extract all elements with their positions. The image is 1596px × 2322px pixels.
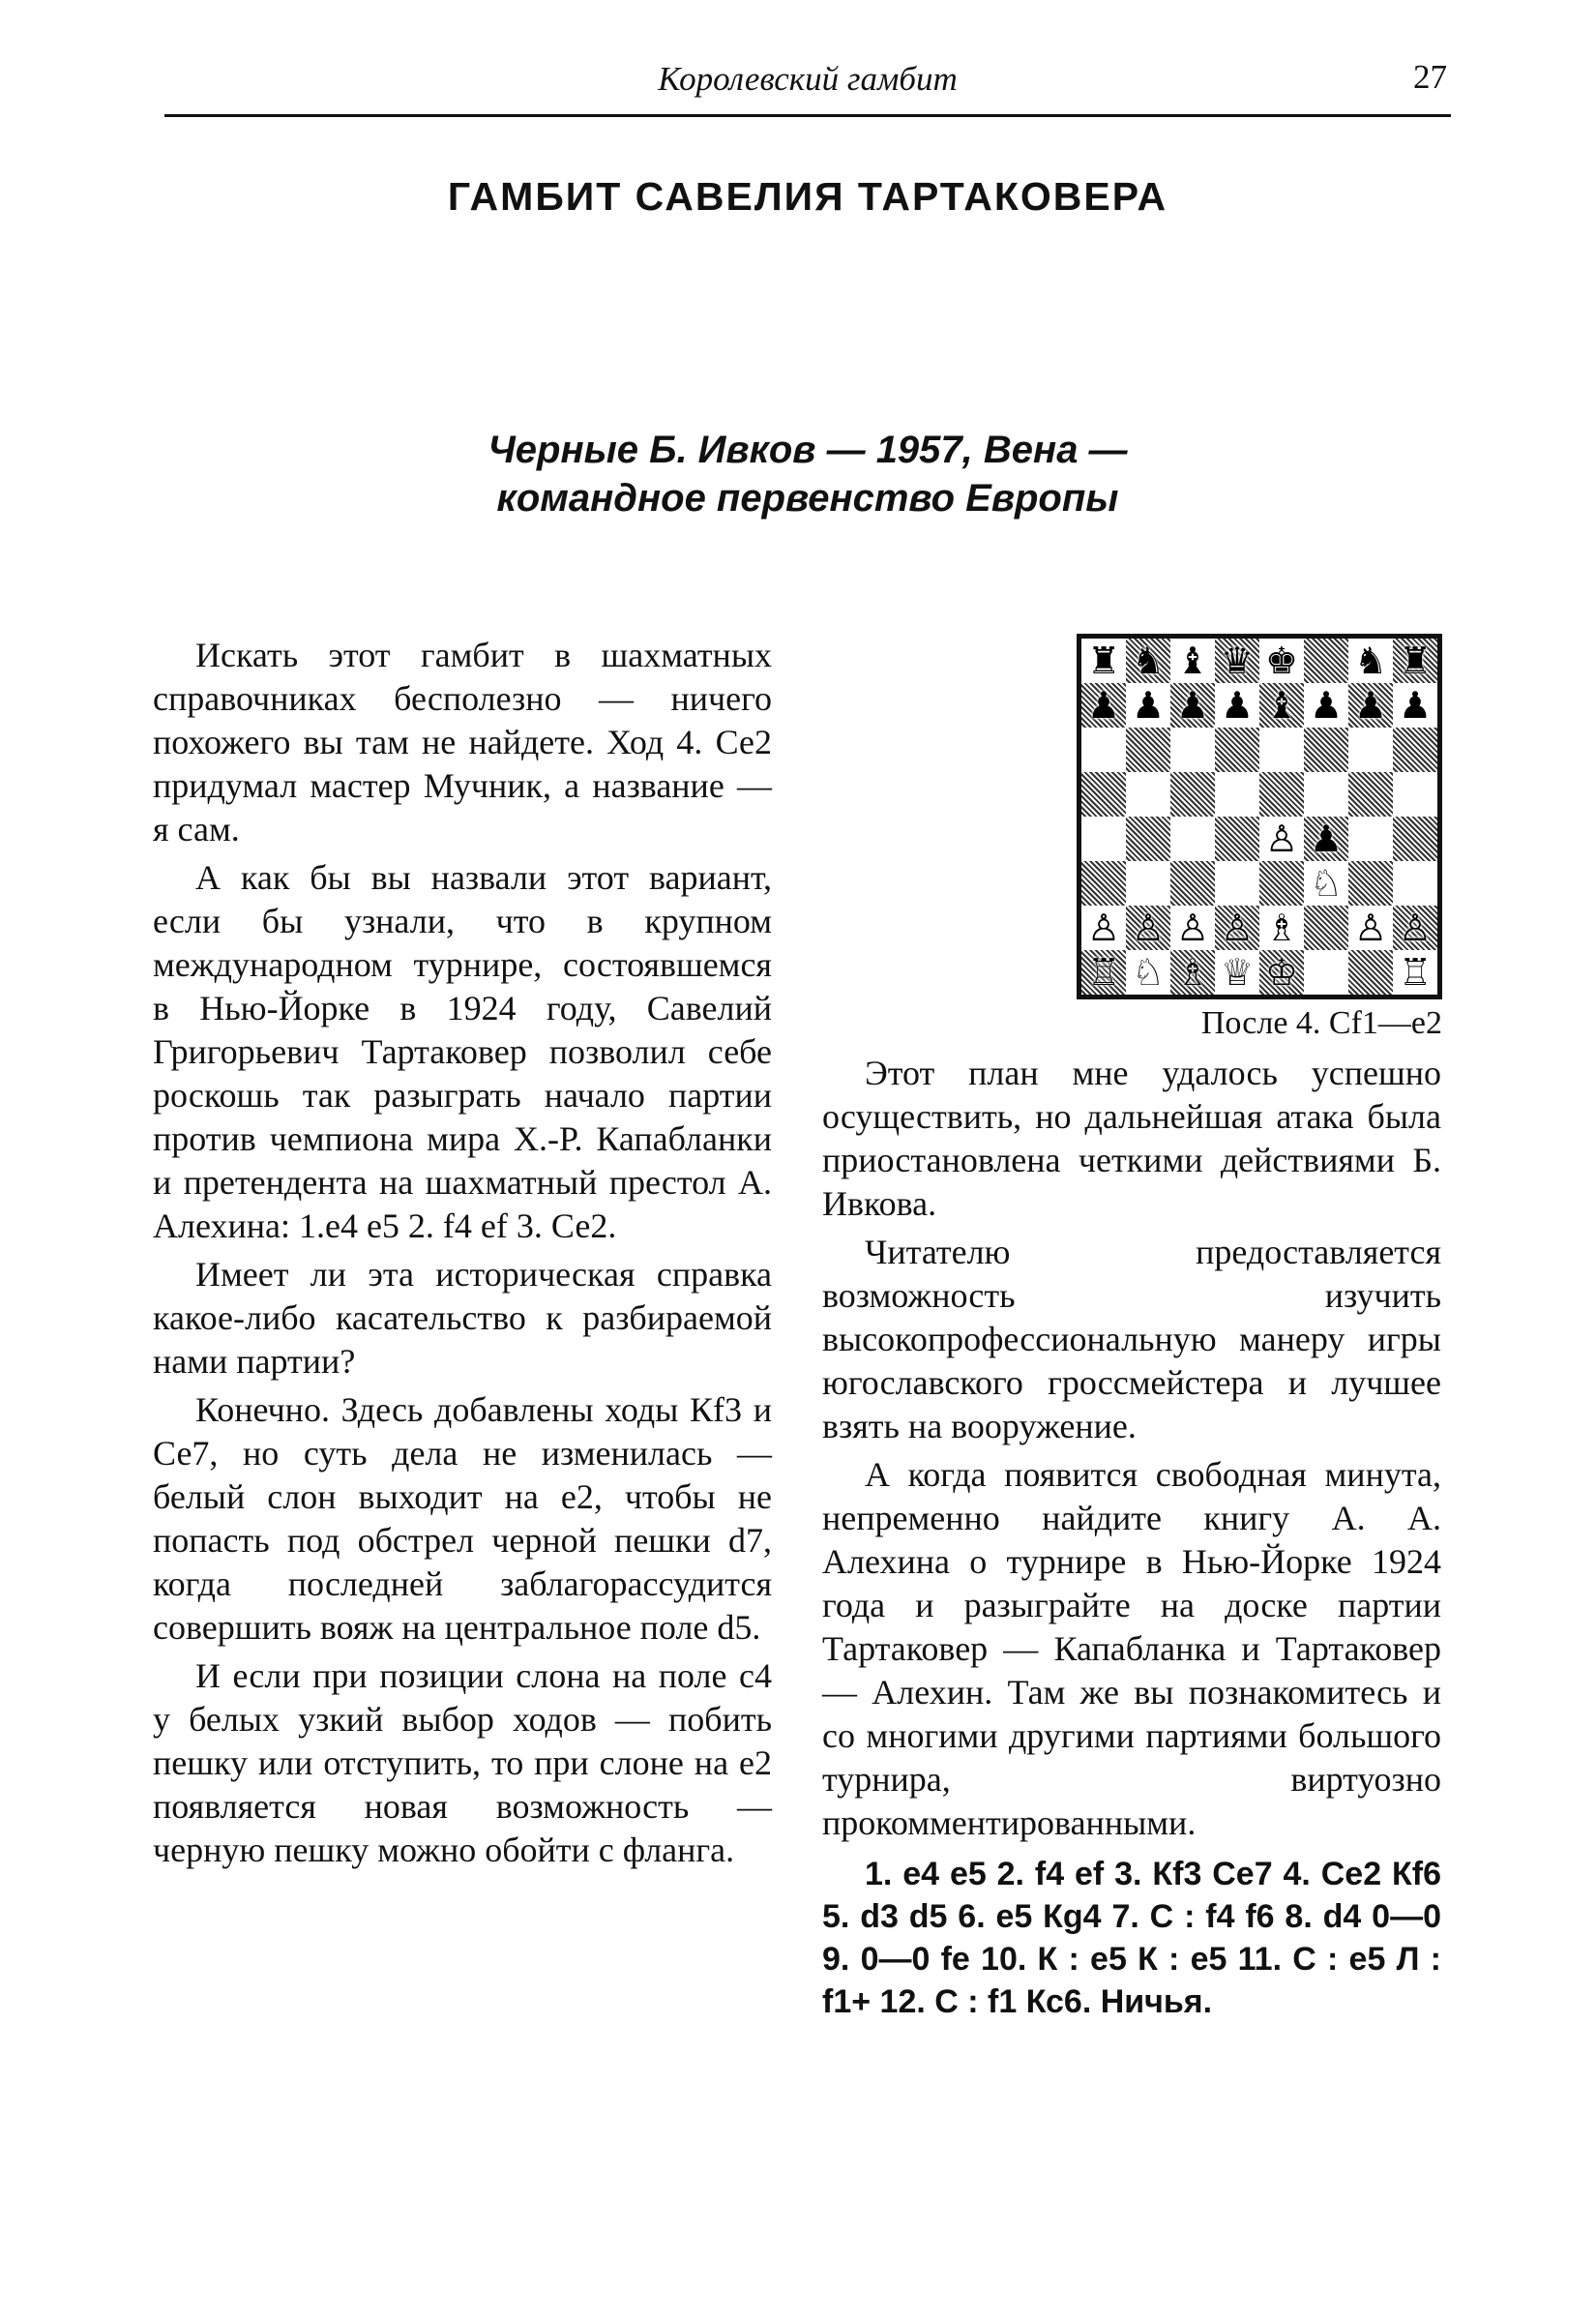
board-square — [1259, 817, 1304, 861]
board-square — [1348, 772, 1393, 817]
board-square — [1081, 772, 1126, 817]
board-square — [1348, 817, 1393, 861]
board-square — [1126, 817, 1170, 861]
chess-piece-icon: ♞ — [1131, 640, 1166, 682]
board-square — [1393, 861, 1437, 906]
board-square — [1393, 639, 1437, 683]
chess-piece-icon: ♟ — [1175, 684, 1210, 727]
board-square — [1170, 950, 1215, 995]
board-square — [1393, 950, 1437, 995]
board-square — [1081, 817, 1126, 861]
board-square — [1170, 728, 1215, 772]
board-square — [1170, 639, 1215, 683]
chess-piece-icon: ♙ — [1086, 907, 1121, 949]
chess-piece-icon: ♟ — [1309, 818, 1344, 860]
chess-piece-icon: ♟ — [1353, 684, 1388, 727]
chess-piece-icon: ♟ — [1131, 684, 1166, 727]
board-square — [1215, 772, 1259, 817]
board-square — [1348, 906, 1393, 950]
chess-piece-icon: ♜ — [1086, 640, 1121, 682]
left-column — [153, 634, 772, 1877]
board-square — [1348, 639, 1393, 683]
board-square — [1348, 728, 1393, 772]
chess-piece-icon: ♗ — [1264, 907, 1299, 949]
chess-board — [1077, 634, 1442, 999]
right-column — [822, 634, 1441, 2023]
chess-piece-icon: ♗ — [1175, 951, 1210, 994]
board-square — [1304, 639, 1348, 683]
board-square — [1126, 728, 1170, 772]
game-header — [164, 426, 1451, 522]
page-header — [164, 56, 1451, 117]
chess-piece-icon: ♝ — [1264, 684, 1299, 727]
board-square — [1304, 861, 1348, 906]
board-square — [1170, 683, 1215, 728]
paragraph: Этот план мне удалось успешно осуществить, но дальнейшая атака была приостановлена четкими действиями Б. Ивкова. — [822, 1054, 1441, 1223]
chapter-title: ГАМБИТ САВЕЛИЯ ТАРТАКОВЕРА — [447, 174, 1168, 219]
chess-piece-icon: ♖ — [1086, 951, 1121, 994]
board-square — [1126, 683, 1170, 728]
paragraph: Искать этот гамбит в шахматных справочниках бесполезно — ничего похожего вы там не найдете. Ход 4. Се2 придумал мастер Мучник, а название — я сам. — [153, 636, 772, 848]
game-header-line-2: командное первенство Европы — [496, 477, 1119, 520]
chess-piece-icon: ♞ — [1353, 640, 1388, 682]
board-square — [1259, 906, 1304, 950]
board-square — [1393, 683, 1437, 728]
game-moves: 1. e4 e5 2. f4 ef 3. Кf3 Се7 4. Се2 Кf6 5. d3 d5 6. e5 Кg4 7. С : f4 f6 8. d4 0—0 9. 0—0 fe 10. К : e5 К : e5 11. С : e5 Л : f1+ 12. С : f1 Кс6. Ничья. — [822, 1856, 1441, 2020]
board-square — [1304, 906, 1348, 950]
chess-piece-icon: ♙ — [1220, 907, 1255, 949]
board-square — [1215, 861, 1259, 906]
board-square — [1170, 861, 1215, 906]
page-number: 27 — [1413, 58, 1447, 96]
board-square — [1081, 683, 1126, 728]
chess-piece-icon: ♘ — [1309, 862, 1344, 905]
chess-piece-icon: ♙ — [1264, 818, 1299, 860]
paragraph: Конечно. Здесь добавлены ходы Кf3 и Се7, но суть дела не изменилась — белый слон выходит на е2, чтобы не попасть под обстрел черной пешки d7, когда последней заблагорассудится совершить вояж на центральное поле d5. — [153, 1390, 772, 1647]
board-square — [1126, 861, 1170, 906]
chess-piece-icon: ♚ — [1264, 640, 1299, 682]
board-square — [1304, 728, 1348, 772]
board-square — [1259, 728, 1304, 772]
board-square — [1304, 772, 1348, 817]
board-square — [1348, 683, 1393, 728]
chess-piece-icon: ♛ — [1220, 640, 1255, 682]
board-square — [1215, 817, 1259, 861]
board-square — [1215, 728, 1259, 772]
board-square — [1393, 728, 1437, 772]
diagram-caption: После 4. Сf1—e2 — [1200, 1005, 1442, 1041]
paragraph: А когда появится свободная минута, непременно найдите книгу А. А. Алехина о турнире в Нью-Йорке 1924 года и разыграйте на доске партии Тартаковер — Капабланка и Тартаковер — Алехин. Там же вы познакомитесь и со многими другими партиями большого турнира, виртуозно прокомментированными. — [822, 1455, 1441, 1842]
chess-diagram — [822, 634, 1441, 1044]
board-square — [1259, 861, 1304, 906]
chess-piece-icon: ♕ — [1220, 951, 1255, 994]
board-square — [1081, 906, 1126, 950]
running-title: Королевский гамбит — [658, 60, 958, 98]
board-square — [1170, 817, 1215, 861]
chess-piece-icon: ♙ — [1353, 907, 1388, 949]
board-square — [1259, 772, 1304, 817]
chess-piece-icon: ♝ — [1175, 640, 1210, 682]
chess-piece-icon: ♙ — [1398, 907, 1433, 949]
board-square — [1126, 906, 1170, 950]
board-square — [1393, 817, 1437, 861]
paragraph: Читателю предоставляется возможность изучить высокопрофессиональную манеру игры югославского гроссмейстера и лучшее взять на вооружение. — [822, 1233, 1441, 1445]
board-square — [1348, 861, 1393, 906]
chess-piece-icon: ♙ — [1131, 907, 1166, 949]
board-square — [1393, 772, 1437, 817]
board-square — [1170, 906, 1215, 950]
board-square — [1170, 772, 1215, 817]
board-square — [1304, 950, 1348, 995]
board-square — [1259, 639, 1304, 683]
board-square — [1081, 861, 1126, 906]
paragraph: А как бы вы назвали этот вариант, если бы узнали, что в крупном международном турнире, состоявшемся в Нью-Йорке в 1924 году, Савелий Григорьевич Тартаковер позволил себе роскошь так разыграть начало партии против чемпиона мира Х.-Р. Капабланки и претендента на шахматный престол А. Алехина: 1.e4 e5 2. f4 ef 3. Се2. — [153, 858, 772, 1245]
chess-piece-icon: ♖ — [1398, 951, 1433, 994]
chess-piece-icon: ♔ — [1264, 951, 1299, 994]
game-header-line-1: Черные Б. Ивков — 1957, Вена — — [488, 429, 1128, 471]
board-square — [1259, 950, 1304, 995]
board-square — [1215, 906, 1259, 950]
chess-piece-icon: ♟ — [1086, 684, 1121, 727]
chess-piece-icon: ♟ — [1309, 684, 1344, 727]
paragraph: Имеет ли эта историческая справка какое-либо касательство к разбираемой нами партии? — [153, 1255, 772, 1381]
board-square — [1393, 906, 1437, 950]
board-square — [1304, 683, 1348, 728]
board-square — [1215, 950, 1259, 995]
board-square — [1348, 950, 1393, 995]
chess-piece-icon: ♜ — [1398, 640, 1433, 682]
chess-piece-icon: ♟ — [1398, 684, 1433, 727]
paragraph: И если при позиции слона на поле с4 у белых узкий выбор ходов — побить пешку или отступить, то при слоне на е2 появляется новая возможность — черную пешку можно обойти с фланга. — [153, 1656, 772, 1869]
board-square — [1126, 772, 1170, 817]
chess-piece-icon: ♟ — [1220, 684, 1255, 727]
board-square — [1304, 817, 1348, 861]
chess-piece-icon: ♙ — [1175, 907, 1210, 949]
board-square — [1081, 728, 1126, 772]
board-square — [1126, 639, 1170, 683]
board-square — [1215, 639, 1259, 683]
chess-piece-icon: ♘ — [1131, 951, 1166, 994]
board-square — [1215, 683, 1259, 728]
board-square — [1081, 639, 1126, 683]
board-square — [1126, 950, 1170, 995]
board-square — [1259, 683, 1304, 728]
board-square — [1081, 950, 1126, 995]
